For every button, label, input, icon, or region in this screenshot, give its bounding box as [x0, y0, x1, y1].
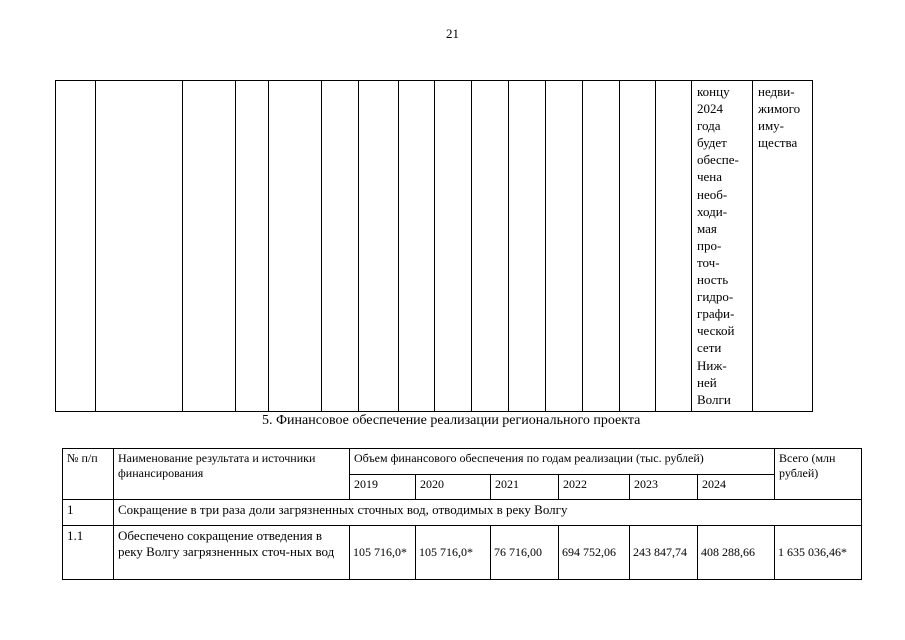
- empty-cell: [96, 81, 183, 412]
- empty-cell: [399, 81, 435, 412]
- value-2021: 76 716,00: [491, 526, 559, 580]
- year-header: 2019: [350, 475, 416, 500]
- property-cell: [753, 81, 813, 412]
- row-number: 1.1: [63, 526, 114, 580]
- empty-cell: [56, 81, 96, 412]
- empty-cell: [236, 81, 269, 412]
- value-total: 1 635 036,46*: [775, 526, 862, 580]
- empty-cell: [656, 81, 692, 412]
- value-2024: 408 288,66: [698, 526, 775, 580]
- empty-cell: [472, 81, 509, 412]
- empty-cell: [359, 81, 399, 412]
- year-header: 2023: [630, 475, 698, 500]
- empty-cell: [269, 81, 322, 412]
- year-header: 2021: [491, 475, 559, 500]
- section-title: 5. Финансовое обеспечение реализации регионального проекта: [262, 413, 641, 428]
- row-title: Сокращение в три раза доли загрязненных сточных вод, отводимых в реку Волгу: [114, 500, 862, 526]
- empty-cell: [546, 81, 583, 412]
- year-header: 2022: [559, 475, 630, 500]
- header-name: Наименование результата и источники финансирования: [114, 449, 350, 500]
- row-title: Обеспечено сокращение отведения в реку Волгу загрязненных сточ-ных вод: [114, 526, 350, 580]
- empty-cell: [435, 81, 472, 412]
- table-row: [63, 500, 862, 526]
- description-cell: [692, 81, 753, 412]
- value-2019: 105 716,0*: [350, 526, 416, 580]
- empty-cell: [620, 81, 656, 412]
- financing-table: [62, 448, 862, 580]
- page-number: 21: [446, 26, 459, 41]
- header-num: № п/п: [63, 449, 114, 500]
- value-2023: 243 847,74: [630, 526, 698, 580]
- value-2022: 694 752,06: [559, 526, 630, 580]
- property-text: недви- жимого иму- щества: [758, 84, 801, 151]
- table-row: [63, 526, 862, 580]
- description-text: концу 2024 года будет обеспе- чена необ- ходи- мая про- точ- ность гидро- графи- ческой сети Ниж- ней Волги: [697, 84, 739, 407]
- empty-cell: [509, 81, 546, 412]
- header-total: Всего (млн рублей): [775, 449, 862, 500]
- row-number: 1: [63, 500, 114, 526]
- year-header: 2024: [698, 475, 775, 500]
- empty-cell: [322, 81, 359, 412]
- header-volume: Объем финансового обеспечения по годам реализации (тыс. рублей): [350, 449, 775, 475]
- empty-cell: [183, 81, 236, 412]
- empty-cell: [583, 81, 620, 412]
- continued-table: [55, 80, 813, 412]
- value-2020: 105 716,0*: [416, 526, 491, 580]
- year-header: 2020: [416, 475, 491, 500]
